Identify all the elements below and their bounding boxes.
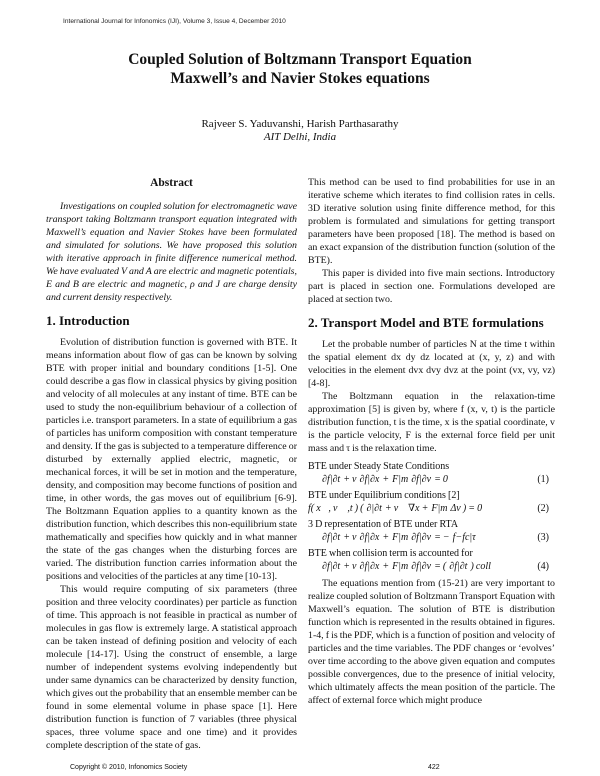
paragraph: The equations mention from (15-21) are very important to realize coupled solution of Boltzmann Transport Equation with Maxwell’s equation. The solution of BTE is distribution function which is represented in the results obtained in figures. 1-4, f is the PDF, which is a function of position and velocity of particles and the time variables. The PDF changes or ‘evolves’ over time according to the above given equation and computes possible convergences, due to the presence of initial velocity, which ultimately affects the mean position of the particle. The affect of external force which might produce [308,578,555,706]
equation [308,560,555,573]
equation-label: 3 D representation of BTE under RTA [308,519,459,530]
fraction: ∂|∂t [366,503,382,514]
title-line: Coupled Solution of Boltzmann Transport Equation [128,51,472,68]
paragraph: The Boltzmann equation in the relaxation-time approximation [5] is given by, where f (x, v, t) is the particle distribution function, t is the time, x is the spatial coordinate, v is the particle velocity, F is the external force field per unit mass and τ is the relaxation time. [308,391,555,454]
abstract-heading: Abstract [150,177,193,189]
fraction: ∂f|∂x [359,474,380,485]
fraction: ∂f|∂t [449,561,468,572]
equation-term: Δv ) = 0 [450,503,483,514]
equation-term: + v [343,532,357,543]
copyright: Copyright © 2010, Infonomics Society [70,764,188,771]
page-number: 422 [428,764,440,771]
section-1-heading: 1. Introduction [46,313,130,328]
title-line: Maxwell’s and Navier Stokes equations [170,70,430,87]
equation-term: + v [343,561,357,572]
section-2-heading: 2. Transport Model and BTE formulations [308,315,544,330]
equation-number: (3) [537,532,549,543]
fraction: ∂f|∂t [322,561,341,572]
right-column [308,176,555,707]
equation [308,502,555,515]
equation-term: + [382,474,390,485]
equation [308,473,555,486]
paper-title [0,50,600,88]
equation-term: + [382,561,390,572]
fraction: F|m [392,532,409,543]
equation-block [308,519,555,544]
equation-block [308,490,555,515]
fraction: ∂f|∂t [322,532,341,543]
paragraph: This method can be used to find probabilities for use in an iterative scheme which iterates to find collision rates in cells. 3D iterative solution using finite difference method, for this problem is formulated and simulations for getting transport parameters have been proposed [18]. The method is based on an exact expansion of the distribution function (solution of the BTE). [308,177,555,266]
affiliation: AIT Delhi, India [263,131,337,143]
equation-label: BTE under Steady State Conditions [308,461,450,472]
equation-term: + [382,532,390,543]
paragraph: This would require computing of six parameters (three position and three velocity coordinates) per particle as function of time. This approach is not feasible in practical as number of molecules in gas flow is extremely large. A statistical approach can be taken instead of defining position and velocity of each molecule [14-17]. Using the construct of ensemble, a large number of independent systems evolving independently but under same dynamics can be characterized by density function, which gives out the probability that an ensemble member can be found in some elemental volume in phase space [1]. Here distribution function is function of 7 variables (three physical spaces, three volume space and one time) and it provides complete description of the state of gas. [46,584,297,751]
paragraph: This paper is divided into five main sections. Introductory part is placed in section one. Formulations developed are placed at section two. [308,268,555,305]
fraction: ∂f|∂v [411,561,432,572]
equation-number: (2) [537,503,549,514]
fraction: F|m [392,561,409,572]
equation-term: + v [343,474,357,485]
fraction: ∂f|∂x [359,561,380,572]
equation-term: = − [434,532,450,543]
equation-number: (1) [537,474,549,485]
equation-term: = 0 [434,474,448,485]
equation-term: f( x⃗, v⃗ ,t ) ( [308,503,364,514]
equation-term: = ( [434,561,447,572]
equation-term: + v⃗ ∇x + [384,503,429,514]
fraction: ∂f|∂t [322,474,341,485]
fraction: ∂f|∂v [411,474,432,485]
equations [308,461,555,573]
equation-block [308,461,555,486]
equation-block [308,548,555,573]
abstract-text: Investigations on coupled solution for electromagnetic wave transport taking Boltzmann transport equation integrated with Maxwell’s equation and Navier Stokes have been formulated and simulated for solutions. We have proposed this solution with iterative approach in finite difference numerical method. We have evaluated V and A are electric and magnetic potentials, E and B are electric and magnetic, ρ and J are charge density and current density respectively. [46,201,297,303]
fraction: F|m [431,503,448,514]
journal-header: International Journal for Infonomics (IJI), Volume 3, Issue 4, December 2010 [63,18,286,25]
authors: Rajveer S. Yaduvanshi, Harish Parthasarathy [201,118,399,130]
equation-term: ) coll [470,561,491,572]
fraction: f−fc|τ [452,532,476,543]
fraction: ∂f|∂x [359,532,380,543]
equation-label: BTE under Equilibrium conditions [2] [308,490,460,501]
left-column [46,176,297,752]
paragraph: Evolution of distribution function is governed with BTE. It means information about flow of gas can be known by solving BTE with proper initial and boundary conditions [1-5]. One could describe a gas flow in classical physics by giving position and velocity of all molecules at any instant of time. BTE can be used to study the non-equilibrium behaviour of a collection of particles i.e. transport parameters. In a state of equilibrium a gas of particles has uniform composition with constant temperature and density. If the gas is subjected to a temperature difference or disturbed by externally applied electric, magnetic, or mechanical forces, it will be set in motion and the temperature, density, and composition may become functions of position and time, in other words, the gas moves out of equilibrium [6-9]. The Boltzmann Equation applies to a quantity known as the distribution function, which describes this non-equilibrium state mathematically and specifies how quickly and in what manner the state of the gas changes when the disturbing forces are varied. The distribution function carries information about the positions and velocities of the particles at any time [10-13]. [46,337,297,582]
fraction: ∂f|∂v [411,532,432,543]
paragraph: Let the probable number of particles N at the time t within the spatial element dx dy dz located at (x, y, z) and with velocities in the element dvx dvy dvz at the point (vx, vy, vz) [4-8]. [308,339,555,389]
equation-number: (4) [537,561,549,572]
equation [308,531,555,544]
fraction: F|m [392,474,409,485]
equation-label: BTE when collision term is accounted for [308,548,473,559]
